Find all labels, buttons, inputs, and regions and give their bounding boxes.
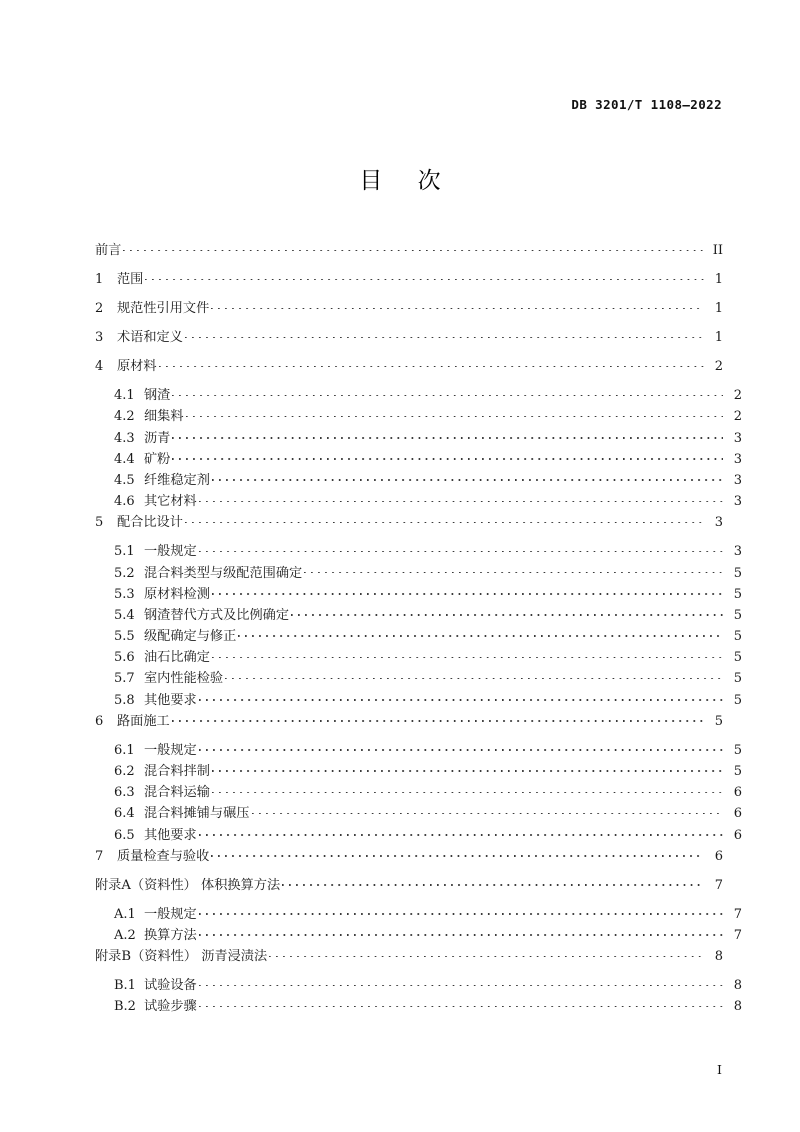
toc-dot-leader xyxy=(291,606,723,619)
toc-entry-label: 术语和定义 xyxy=(117,330,183,346)
toc-entry[interactable] xyxy=(95,741,742,762)
toc-dot-leader xyxy=(185,328,704,341)
toc-entry[interactable] xyxy=(95,762,742,783)
toc-entry-label: 一般规定 xyxy=(144,906,197,922)
toc-entry-label: 沥青 xyxy=(144,430,171,446)
toc-entry-label: 其他要求 xyxy=(144,692,197,708)
toc-entry-number: 6 xyxy=(95,713,104,729)
toc-entry[interactable] xyxy=(95,947,723,976)
toc-entry-page: 5 xyxy=(733,692,742,708)
toc-entry[interactable] xyxy=(95,407,742,428)
toc-entry-label: 配合比设计 xyxy=(117,515,183,531)
toc-entry-number: 5.1 xyxy=(114,544,135,560)
toc-entry-number: 4 xyxy=(95,359,104,375)
toc-entry-page: 3 xyxy=(733,544,742,560)
toc-entry-page: 5 xyxy=(733,607,742,623)
toc-entry[interactable] xyxy=(95,542,742,563)
toc-entry-number: 6.2 xyxy=(114,764,135,779)
toc-dot-leader xyxy=(145,270,704,283)
toc-dot-leader xyxy=(172,712,704,725)
toc-dot-leader xyxy=(212,471,723,484)
toc-entry-number: 5 xyxy=(95,515,104,531)
toc-dot-leader xyxy=(199,741,723,754)
toc-entry-label: 试验设备 xyxy=(144,978,197,994)
toc-entry[interactable] xyxy=(95,783,742,804)
toc-entry[interactable] xyxy=(95,328,723,357)
toc-entry-page: 5 xyxy=(733,764,742,779)
toc-entry-label: 原材料检测 xyxy=(144,586,210,602)
toc-entry[interactable] xyxy=(95,876,723,905)
toc-entry[interactable] xyxy=(95,825,742,846)
toc-entry-label: 其他要求 xyxy=(144,827,197,843)
toc-entry[interactable] xyxy=(95,492,742,513)
toc-entry-label: 规范性引用文件 xyxy=(117,301,210,317)
toc-entry-page: 5 xyxy=(733,565,742,581)
toc-entry-label: 试验步骤 xyxy=(144,999,197,1015)
toc-entry-label: 油石比确定 xyxy=(144,650,210,666)
toc-entry[interactable] xyxy=(95,905,742,926)
toc-entry[interactable] xyxy=(95,513,723,542)
toc-entry-number: 4.1 xyxy=(114,388,135,404)
toc-dot-leader xyxy=(159,357,704,370)
toc-entry[interactable] xyxy=(95,606,742,627)
toc-entry-number: 6.5 xyxy=(114,827,135,843)
toc-entry-page: 2 xyxy=(733,409,742,425)
toc-entry-number: B.1 xyxy=(114,978,136,994)
toc-entry-page: 1 xyxy=(714,330,723,346)
toc-entry-label: 附录A（资料性） 体积换算方法 xyxy=(95,877,281,893)
toc-entry-number: 6.1 xyxy=(114,742,135,758)
toc-entry-page: 6 xyxy=(714,848,723,864)
toc-dot-leader xyxy=(212,783,723,796)
toc-entry-number: 5.6 xyxy=(114,650,135,666)
toc-entry-label: 纤维稳定剂 xyxy=(144,472,210,488)
toc-dot-leader xyxy=(304,563,723,576)
toc-entry-page: 2 xyxy=(714,359,723,375)
standard-number-header: DB 3201/T 1108—2022 xyxy=(571,97,722,112)
toc-entry[interactable] xyxy=(95,669,742,690)
toc-entry[interactable] xyxy=(95,690,742,711)
toc-entry-label: 原材料 xyxy=(117,359,157,375)
toc-entry-label: 混合料拌制 xyxy=(144,764,210,779)
toc-entry[interactable] xyxy=(95,563,742,584)
toc-entry[interactable] xyxy=(95,241,723,270)
toc-dot-leader xyxy=(172,450,723,463)
toc-dot-leader xyxy=(199,542,723,555)
toc-entry-page: 8 xyxy=(714,949,723,965)
toc-entry-page: 7 xyxy=(714,877,723,893)
toc-entry-number: 6.3 xyxy=(114,785,135,801)
toc-entry-page: 5 xyxy=(733,671,742,687)
toc-entry-page: 5 xyxy=(733,586,742,602)
toc-entry-number: 1 xyxy=(95,272,104,288)
toc-entry[interactable] xyxy=(95,627,742,648)
toc-entry[interactable] xyxy=(95,450,742,471)
toc-entry-number: 3 xyxy=(95,330,104,346)
toc-entry[interactable] xyxy=(95,976,742,997)
toc-entry-number: 5.5 xyxy=(114,629,135,645)
toc-entry[interactable] xyxy=(95,585,742,606)
toc-entry-page: 7 xyxy=(733,906,742,922)
toc-dot-leader xyxy=(199,976,723,989)
toc-entry-label: 细集料 xyxy=(144,409,184,425)
toc-dot-leader xyxy=(212,762,723,775)
toc-entry-label: 附录B（资料性） 沥青浸渍法 xyxy=(95,949,268,965)
toc-entry-page: II xyxy=(712,243,723,259)
toc-entry-page: 5 xyxy=(714,713,723,729)
toc-entry-number: 4.6 xyxy=(114,494,135,510)
toc-entry-label: 室内性能检验 xyxy=(144,671,224,687)
toc-entry[interactable] xyxy=(95,847,723,876)
toc-entry-number: 5.7 xyxy=(114,671,135,687)
toc-entry-label: 质量检查与验收 xyxy=(117,848,210,864)
toc-entry-label: 范围 xyxy=(117,272,144,288)
toc-entry-page: 2 xyxy=(733,388,742,404)
toc-dot-leader xyxy=(238,627,723,640)
toc-dot-leader xyxy=(225,669,723,682)
toc-entry-label: 换算方法 xyxy=(144,927,197,943)
toc-entry-number: 2 xyxy=(95,301,104,317)
toc-entry-label: 钢渣替代方式及比例确定 xyxy=(144,607,290,623)
toc-entry-label: 矿粉 xyxy=(144,451,171,467)
toc-dot-leader xyxy=(172,386,723,399)
toc-entry-label: 钢渣 xyxy=(144,388,171,404)
toc-entry[interactable] xyxy=(95,804,742,825)
toc-entry[interactable] xyxy=(95,712,723,741)
toc-dot-leader xyxy=(212,648,723,661)
toc-entry-page: 7 xyxy=(733,927,742,943)
toc-dot-leader xyxy=(199,905,723,918)
toc-entry-number: A.2 xyxy=(114,927,136,943)
toc-entry-label: 混合料类型与级配范围确定 xyxy=(144,565,303,581)
toc-dot-leader xyxy=(199,825,723,838)
toc-entry-page: 3 xyxy=(733,430,742,446)
page-title: 目 次 xyxy=(359,168,455,194)
toc-dot-leader xyxy=(252,804,724,817)
toc-entry-label: 路面施工 xyxy=(117,713,170,729)
toc-entry-page: 1 xyxy=(714,272,723,288)
toc-entry-number: 5.2 xyxy=(114,565,135,581)
toc-entry[interactable] xyxy=(95,299,723,328)
toc-dot-leader xyxy=(199,492,723,505)
toc-entry[interactable] xyxy=(95,428,742,449)
toc-entry-number: 4.2 xyxy=(114,409,135,425)
toc-entry[interactable] xyxy=(95,926,742,947)
toc-entry-label: 前言 xyxy=(95,243,122,259)
toc-entry-page: 3 xyxy=(714,515,723,531)
toc-entry-label: 一般规定 xyxy=(144,742,197,758)
toc-dot-leader xyxy=(282,876,704,889)
toc-entry-number: 4.4 xyxy=(114,451,135,467)
toc-entry-number: B.2 xyxy=(114,999,136,1015)
toc-entry-label: 混合料运输 xyxy=(144,785,210,801)
toc-dot-leader xyxy=(211,299,704,312)
toc-dot-leader xyxy=(212,585,723,598)
toc-entry[interactable] xyxy=(95,997,742,1018)
toc-entry-page: 3 xyxy=(733,494,742,510)
footer-page-number: I xyxy=(717,1062,722,1077)
toc-entry[interactable] xyxy=(95,471,742,492)
toc-dot-leader xyxy=(172,428,723,441)
toc-entry-number: 4.3 xyxy=(114,430,135,446)
toc-entry-label: 混合料摊铺与碾压 xyxy=(144,806,250,822)
toc-entry[interactable] xyxy=(95,648,742,669)
toc-entry-label: 级配确定与修正 xyxy=(144,629,237,645)
toc-entry-label: 一般规定 xyxy=(144,544,197,560)
toc-entry-page: 3 xyxy=(733,451,742,467)
toc-dot-leader xyxy=(199,926,723,939)
toc-entry-page: 8 xyxy=(733,978,742,994)
toc-dot-leader xyxy=(199,690,723,703)
toc-entry-number: 7 xyxy=(95,848,104,864)
toc-entry-page: 5 xyxy=(733,629,742,645)
toc-entry-number: 5.3 xyxy=(114,586,135,602)
toc-entry-number: 5.4 xyxy=(114,607,135,623)
toc-entry-page: 5 xyxy=(733,742,742,758)
toc-entry-page: 5 xyxy=(733,650,742,666)
toc-entry[interactable] xyxy=(95,357,723,386)
toc-entry-page: 3 xyxy=(733,472,742,488)
toc-entry-number: 6.4 xyxy=(114,806,135,822)
toc-entry-label: 其它材料 xyxy=(144,494,197,510)
toc-entry-page: 6 xyxy=(733,785,742,801)
toc-entry-page: 6 xyxy=(733,806,742,822)
toc-dot-leader xyxy=(211,847,704,860)
toc-entry-page: 8 xyxy=(733,999,742,1015)
toc-entry-page: 6 xyxy=(733,827,742,843)
toc-dot-leader xyxy=(186,407,723,420)
toc-entry[interactable] xyxy=(95,270,723,299)
toc-entry-number: A.1 xyxy=(114,906,136,922)
toc-entry[interactable] xyxy=(95,386,742,407)
toc-entry-number: 5.8 xyxy=(114,692,135,708)
toc-dot-leader xyxy=(185,513,704,526)
table-of-contents xyxy=(95,241,742,1018)
toc-entry-number: 4.5 xyxy=(114,472,135,488)
toc-dot-leader xyxy=(269,947,704,960)
toc-dot-leader xyxy=(199,997,723,1010)
toc-entry-page: 1 xyxy=(714,301,723,317)
toc-dot-leader xyxy=(123,241,704,254)
